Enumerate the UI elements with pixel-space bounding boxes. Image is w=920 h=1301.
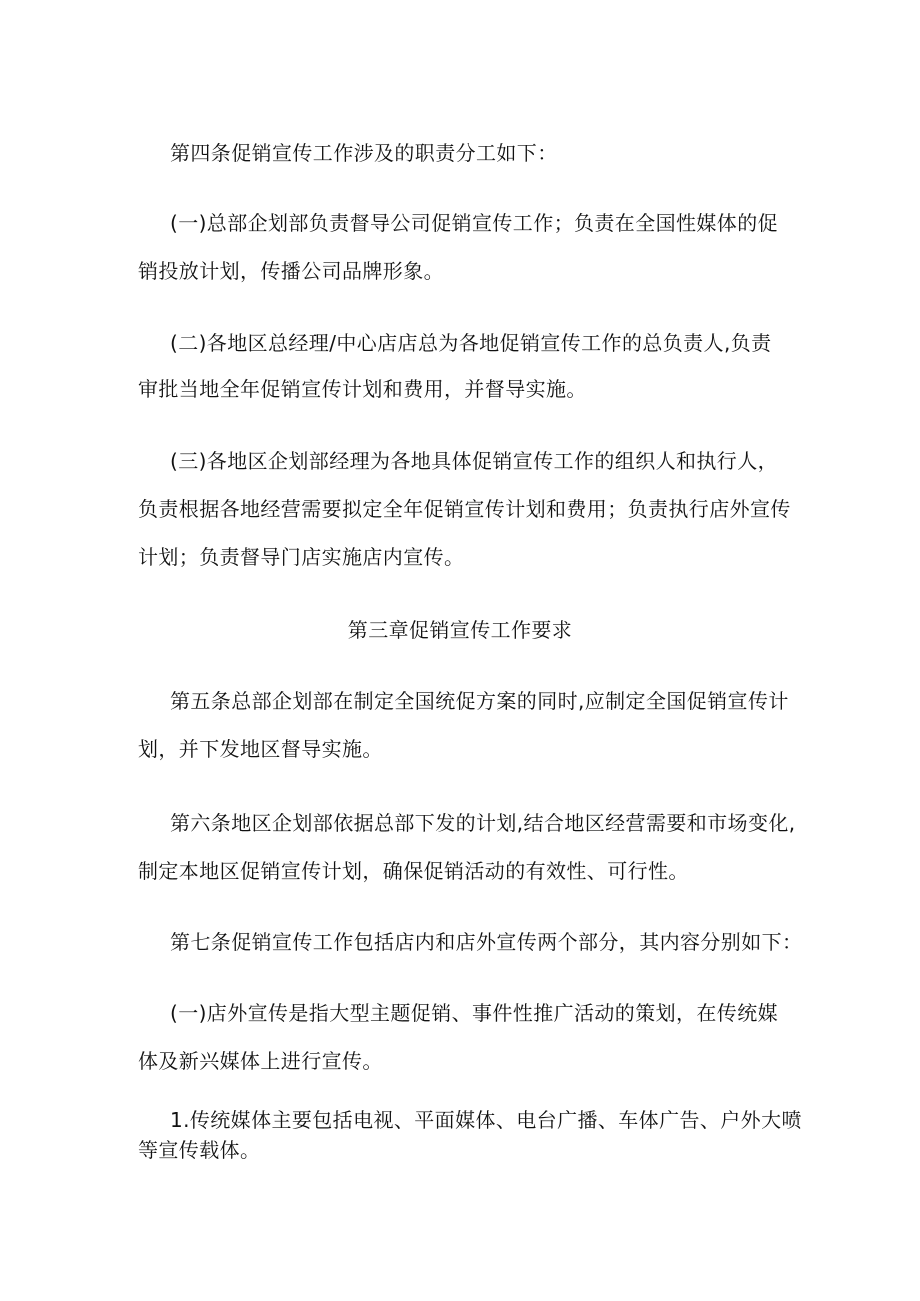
article-6-line-2: 制定本地区促销宣传计划，确保促销活动的有效性、可行性。 <box>138 859 689 883</box>
outstore-publicity-line-1: (一)店外宣传是指大型主题促销、事件性推广活动的策划，在传统媒 <box>170 1001 779 1025</box>
traditional-media-line-2: 等宣传载体。 <box>138 1138 261 1162</box>
duty-3-line-3: 计划；负责督导门店实施店内宣传。 <box>138 545 465 569</box>
duty-3-line-1: (三)各地区企划部经理为各地具体促销宣传工作的组织人和执行人， <box>170 449 779 473</box>
duty-3-line-2: 负责根据各地经营需要拟定全年促销宣传计划和费用；负责执行店外宣传 <box>138 497 791 521</box>
article-6-line-1: 第六条地区企划部依据总部下发的计划,结合地区经营需要和市场变化, <box>170 811 796 835</box>
article-5-line-1: 第五条总部企划部在制定全国统促方案的同时,应制定全国促销宣传计 <box>170 689 789 713</box>
article-7-heading: 第七条促销宣传工作包括店内和店外宣传两个部分，其内容分别如下： <box>170 930 803 954</box>
article-5-line-2: 划，并下发地区督导实施。 <box>138 737 383 761</box>
duty-2-line-1: (二)各地区总经理/中心店店总为各地促销宣传工作的总负责人,负责 <box>170 331 772 355</box>
duty-1-line-2: 销投放计划，传播公司品牌形象。 <box>138 259 444 283</box>
traditional-media-line-1: 1.传统媒体主要包括电视、平面媒体、电台广播、车体广告、户外大喷 <box>170 1108 802 1132</box>
duty-1-line-1: (一)总部企划部负责督导公司促销宣传工作；负责在全国性媒体的促 <box>170 211 779 235</box>
outstore-publicity-line-2: 体及新兴媒体上进行宣传。 <box>138 1049 383 1073</box>
article-4-heading: 第四条促销宣传工作涉及的职责分工如下： <box>170 141 558 165</box>
chapter-3-title: 第三章促销宣传工作要求 <box>347 618 573 642</box>
duty-2-line-2: 审批当地全年促销宣传计划和费用，并督导实施。 <box>138 377 587 401</box>
